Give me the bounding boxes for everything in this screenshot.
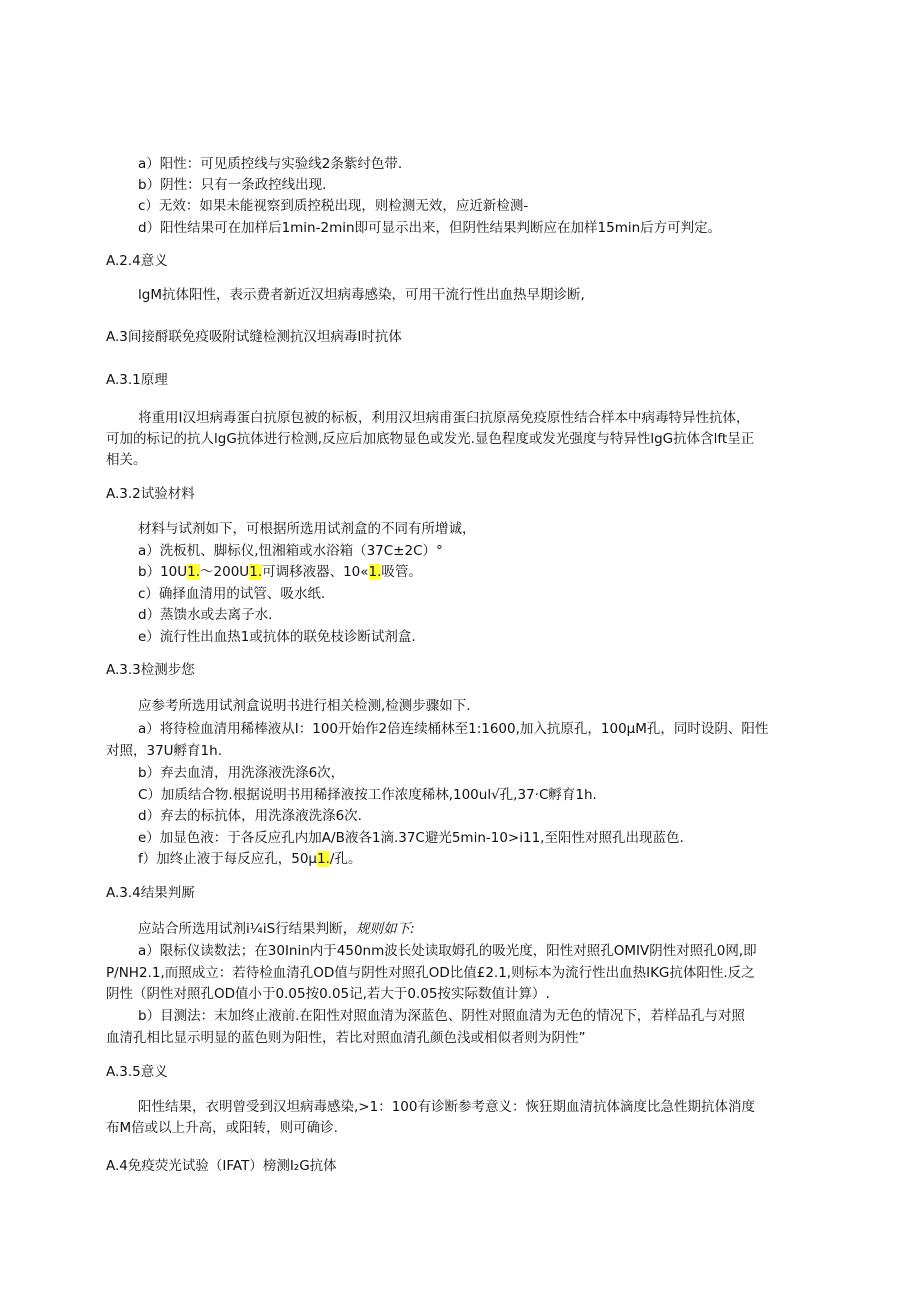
step-item-f-prefix: f）加终止液于每反应孔，50μ [138, 851, 318, 867]
result-item-a: a）阳性：可见质控线与实验线2条紫纣色带. [138, 156, 403, 172]
step-item-d: d）弃去的标抗体，用洗涤液洗涤6次. [138, 808, 362, 824]
paragraph-a35-line1: 阳性结果，衣明曾受到汉坦病毒感染,>1：100有诊断参考意义：恢狂期血清抗体滴度比急性期抗体消度 [138, 1099, 755, 1115]
material-item-b-suffix: 吸管。 [381, 564, 422, 580]
heading-a34: A.3.4结果判厮 [106, 885, 195, 901]
highlight-mark: 1. [368, 564, 382, 580]
paragraph-a35-line2: 布M倍或以上升高，或阳转，则可确诊. [106, 1120, 338, 1136]
paragraph-a31-line1: 将重用Ⅰ汉坦病毒蛋白抗原包被的标板，利用汉坦病甫蛋臼抗原鬲免疫原性结合样本中病毒特异性抗体， [138, 410, 750, 426]
paragraph-a34-intro [138, 920, 415, 938]
material-item-b-prefix: b）10U [138, 564, 188, 580]
paragraph-a32-intro: 材料与试剂如下，可根据所选用试剂盒的不同有所增诚， [138, 521, 476, 537]
result-item-d: d）阳性结果可在加样后1min-2min即可显示出来，但阴性结果判断应在加样15min后方可判定。 [138, 220, 722, 236]
paragraph-a34-intro-text: 应站合所选用试剂i¼iS行结果判断， [138, 921, 357, 937]
highlight-mark: 1. [249, 564, 263, 580]
step-item-a-line2: 对照，37U孵育1h. [106, 743, 222, 759]
heading-a3: A.3间接酹联免疫吸附试缝检测抗汉坦病毒Ⅰ时抗体 [106, 329, 402, 345]
step-item-f-suffix: /孔。 [329, 851, 362, 867]
heading-a33: A.3.3检测步您 [106, 662, 195, 678]
heading-a24: A.2.4意义 [106, 253, 168, 269]
highlight-mark: 1. [187, 564, 201, 580]
paragraph-a31-line2: 可加的标记的抗人lgG抗体进行检测,反应后加底物显色或发光.显色程度或发光强度与特异性lgG抗体含lft呈正 [106, 431, 755, 447]
material-item-d: d）蒸馈水或去离子水. [138, 607, 273, 623]
material-item-c: c）确择血清用的试管、吸水纸. [138, 586, 326, 602]
result-item-c: c）无效：如果未能视察到质控税出现，则检测无效，应近新检测- [138, 198, 529, 214]
step-item-b: b）弃去血清，用洗涤液洗涤6次， [138, 765, 345, 781]
result-item-b: b）阴性：只有一条政控线出现. [138, 177, 327, 193]
judgement-item-a-line1: a）限标仪读数法；在30Inin内于450nm波长处读取姆孔的吸光度，阳性对照孔OMIV阴性对照孔0网,即 [138, 943, 757, 959]
paragraph-a24: lgM抗体阳性，表示费者新近汉坦病毒感染，可用干流行性出血热早期诊断, [138, 287, 585, 303]
material-item-b [138, 563, 422, 581]
judgement-item-b-line2: 血清孔相比显示明显的蓝色则为阳性，若比对照血清孔颜色浅或相似者则为阴性” [106, 1030, 586, 1046]
paragraph-a34-intro-italic: 规则如下: [356, 921, 415, 937]
judgement-item-a-line3: 阴性（阴性对照孔OD值小于0.05按0.05记,若大于0.05按实际数值计算）. [106, 986, 550, 1002]
step-item-c: C）加质结合物.根据说明书用稀择液按工作浓度稀林,100ul√孔,37·C孵育1h. [138, 787, 597, 803]
judgement-item-b-line1: b）目测法：末加终止液前.在阳性对照血清为深蓝色、阴性对照血清为无色的情况下，若样品孔与对照 [138, 1008, 745, 1024]
judgement-item-a-line2: P/NH2.1,而照成立：若待检血清孔OD值与阴性对照孔OD比值£2.1,则标本为流行性出血热IKG抗体阳性.反之 [106, 965, 755, 981]
material-item-a: a）洗板机、脚标仪,忸湘箱或水浴箱（37C±2C）° [138, 543, 443, 559]
material-item-b-mid: 〜200U [200, 564, 250, 580]
step-item-f [138, 850, 361, 868]
material-item-b-mid2: 可调移液器、10« [262, 564, 369, 580]
step-item-e: e）加显色液：于各反应孔内加A/B液各1滴.37C避光5min-10>i11,至阳性对照孔出现蓝色. [138, 830, 684, 846]
heading-a35: A.3.5意义 [106, 1064, 168, 1080]
material-item-e: e）流行性出血热1或抗体的联免枝诊断试剂盒. [138, 629, 416, 645]
highlight-mark: 1. [317, 851, 330, 867]
heading-a32: A.3.2试验材料 [106, 486, 195, 502]
heading-a31: A.3.1原理 [106, 372, 168, 388]
step-item-a-line1: a）将待检血清用稀棒液从I：100开始作2倍连续桶林至1:1600,加入抗原孔，100μM孔，同时设阴、阳性 [138, 721, 769, 737]
paragraph-a31-line3: 相关。 [106, 452, 147, 468]
paragraph-a33-intro: 应参考所选用试剂盒说明书进行相关检测,检测步骤如下. [138, 698, 471, 714]
heading-a4: A.4免疫荧光试验（IFAT）榜测I₂G抗体 [106, 1158, 337, 1174]
